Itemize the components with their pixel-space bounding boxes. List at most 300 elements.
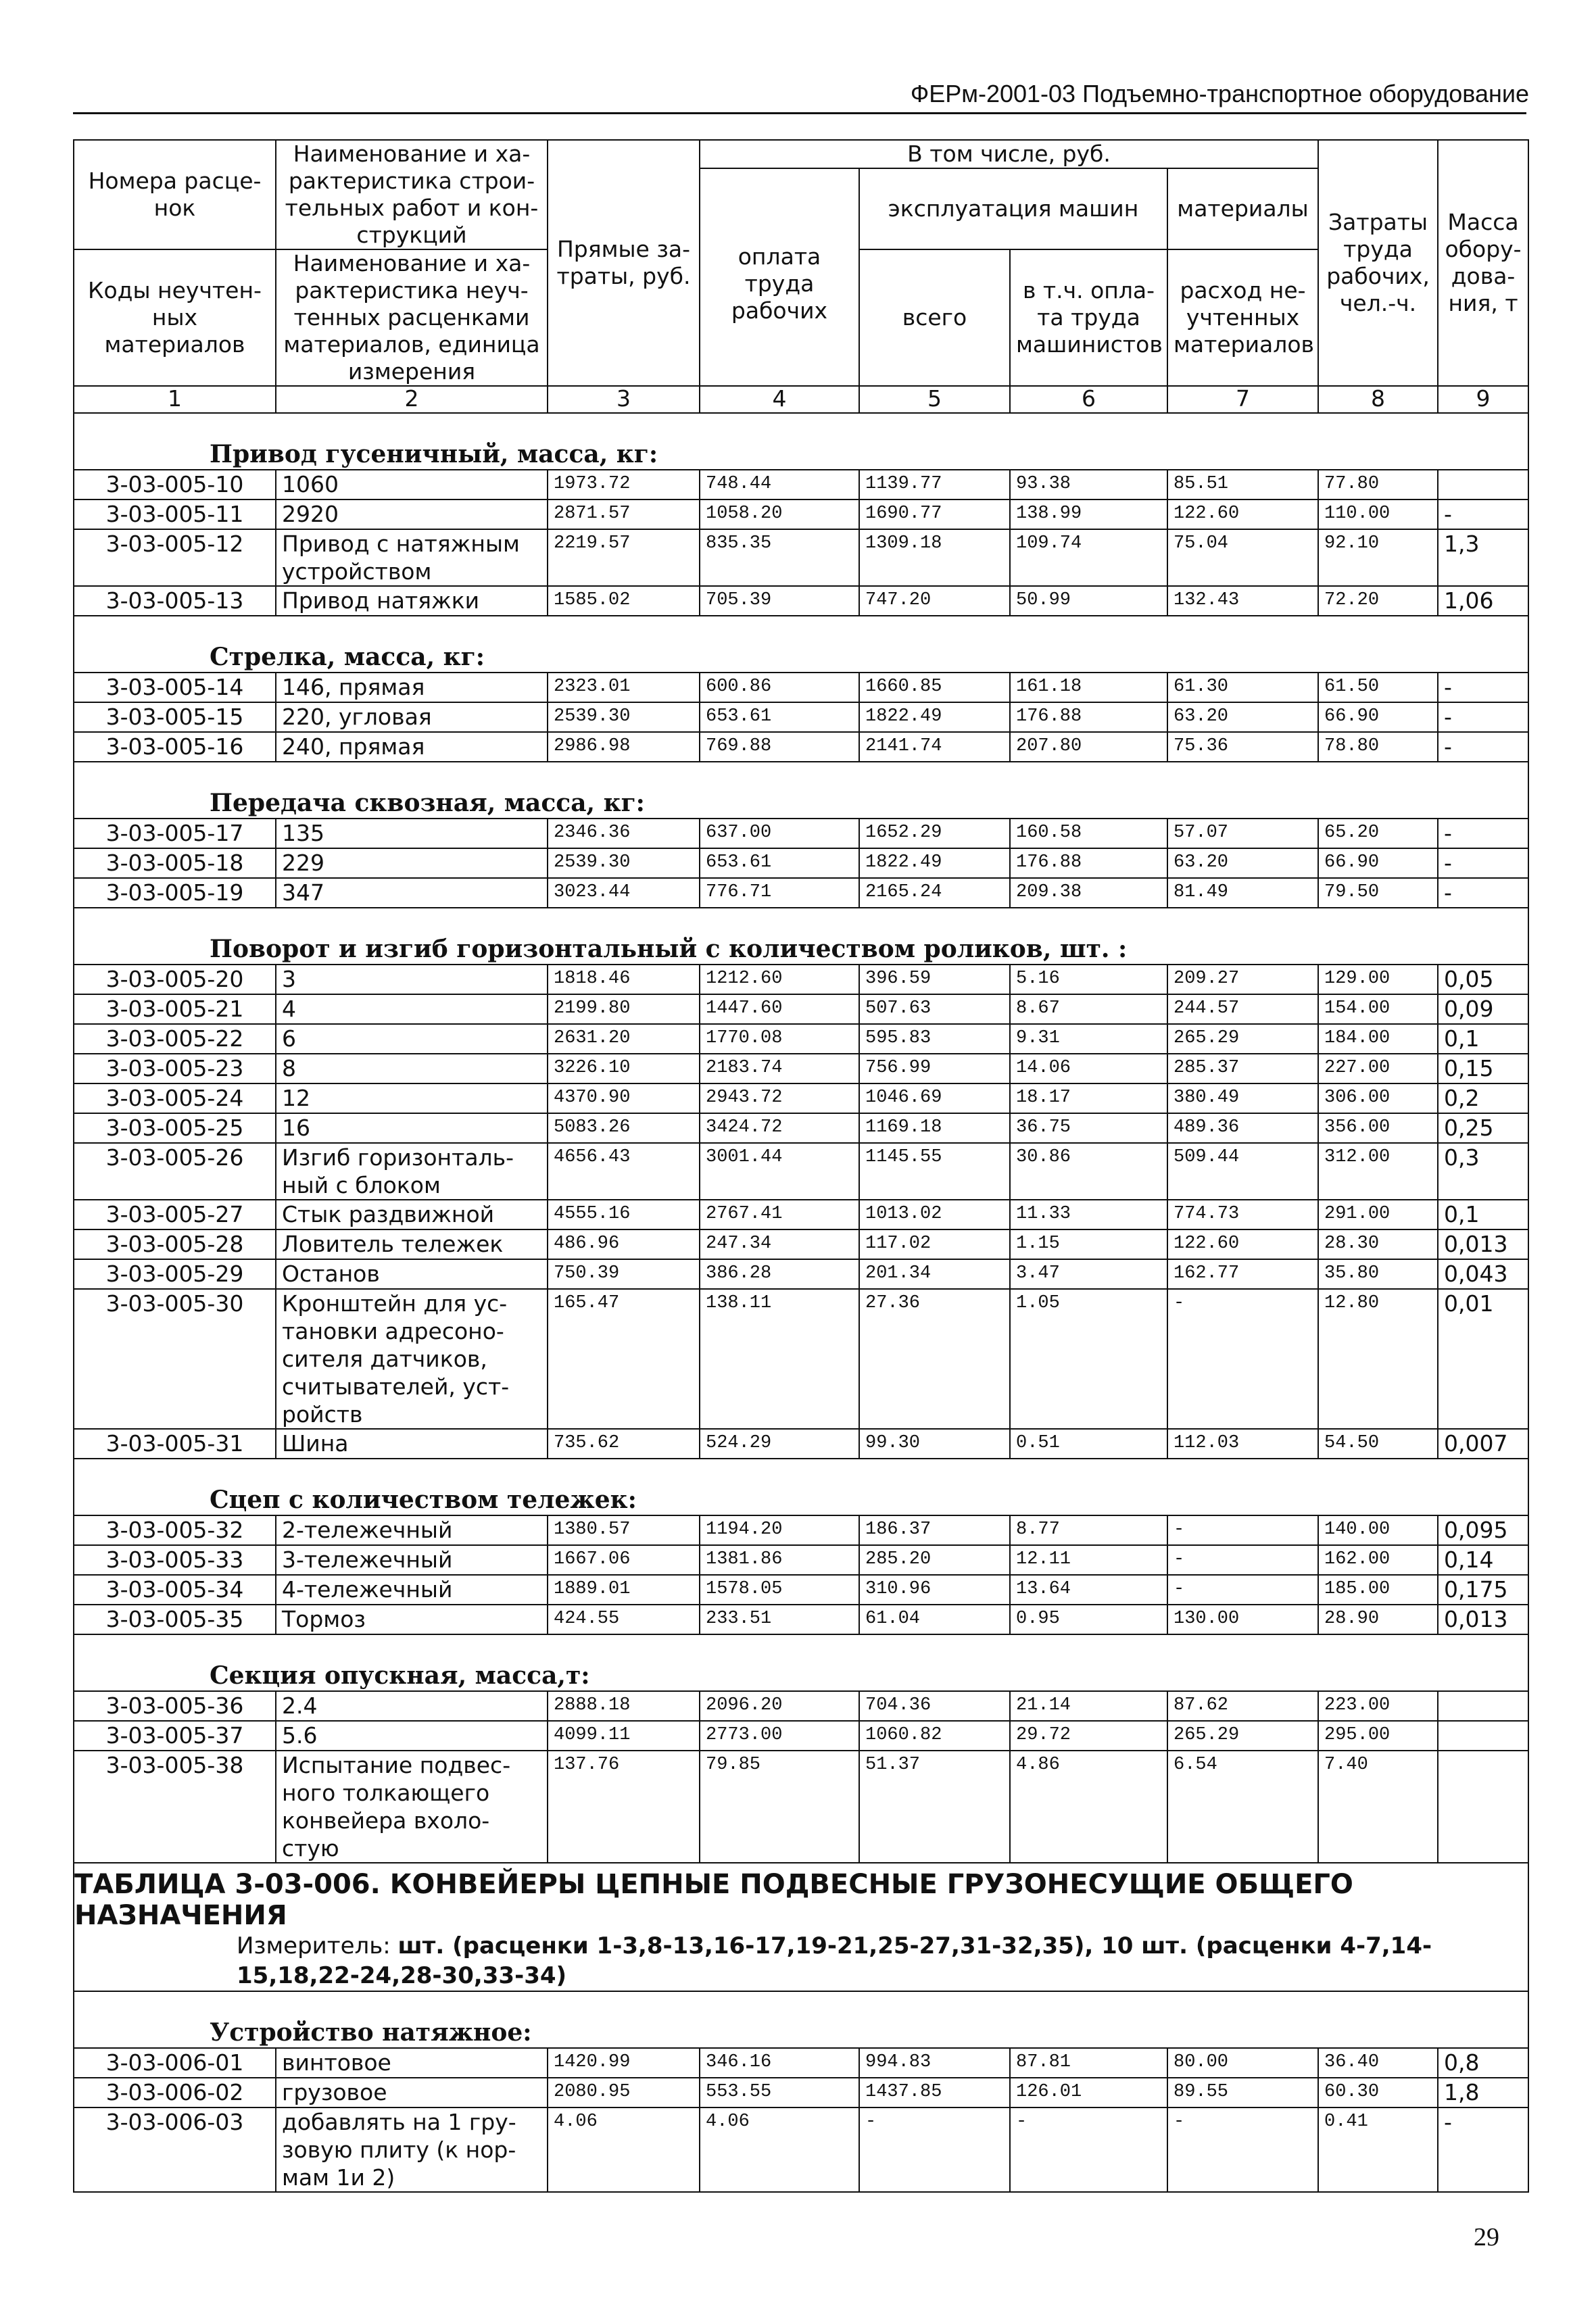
value-mass: 0,3 bbox=[1438, 1143, 1528, 1200]
value-mach: 1139.77 bbox=[859, 470, 1010, 499]
work-name: 6 bbox=[276, 1024, 548, 1054]
value-mach-labor: 9.31 bbox=[1010, 1024, 1167, 1054]
rate-code: 3-03-005-16 bbox=[74, 732, 276, 762]
value-hours: 54.50 bbox=[1318, 1429, 1438, 1459]
value-direct: 2219.57 bbox=[548, 529, 700, 586]
value-hours: 66.90 bbox=[1318, 702, 1438, 732]
section-heading: Привод гусеничный, масса, кг: bbox=[74, 413, 1528, 470]
value-mat: 244.57 bbox=[1167, 994, 1318, 1024]
work-name: винтовое bbox=[276, 2048, 548, 2078]
value-direct: 424.55 bbox=[548, 1605, 700, 1634]
value-mat: 89.55 bbox=[1167, 2078, 1318, 2107]
rate-code: 3-03-006-02 bbox=[74, 2078, 276, 2107]
value-direct: 735.62 bbox=[548, 1429, 700, 1459]
value-mass: - bbox=[1438, 702, 1528, 732]
value-hours: 66.90 bbox=[1318, 848, 1438, 878]
value-labor: 4.06 bbox=[700, 2107, 859, 2192]
value-direct: 4.06 bbox=[548, 2107, 700, 2192]
table-row bbox=[74, 702, 1528, 732]
measurement bbox=[74, 1931, 1528, 1991]
value-mach-labor: 8.67 bbox=[1010, 994, 1167, 1024]
value-hours: 79.50 bbox=[1318, 878, 1438, 908]
page-number: 29 bbox=[1474, 2223, 1499, 2251]
col-number: 2 bbox=[276, 386, 548, 413]
value-mass bbox=[1438, 1721, 1528, 1751]
work-name: 146, прямая bbox=[276, 673, 548, 702]
work-name: 229 bbox=[276, 848, 548, 878]
value-labor: 247.34 bbox=[700, 1229, 859, 1259]
value-mach: 51.37 bbox=[859, 1751, 1010, 1863]
col-head-direct: Прямые за-траты, руб. bbox=[548, 140, 700, 386]
value-direct: 1667.06 bbox=[548, 1545, 700, 1575]
value-mach-labor: 209.38 bbox=[1010, 878, 1167, 908]
value-mat: 75.36 bbox=[1167, 732, 1318, 762]
value-mach: 61.04 bbox=[859, 1605, 1010, 1634]
value-hours: 154.00 bbox=[1318, 994, 1438, 1024]
value-hours: 28.30 bbox=[1318, 1229, 1438, 1259]
value-mach-labor: 18.17 bbox=[1010, 1083, 1167, 1113]
value-mass: 0,175 bbox=[1438, 1575, 1528, 1605]
table-row bbox=[74, 586, 1528, 616]
value-mass: 0,095 bbox=[1438, 1515, 1528, 1545]
value-mat: 380.49 bbox=[1167, 1083, 1318, 1113]
value-mach: 1437.85 bbox=[859, 2078, 1010, 2107]
table-row bbox=[74, 673, 1528, 702]
value-labor: 776.71 bbox=[700, 878, 859, 908]
rate-code: 3-03-005-17 bbox=[74, 819, 276, 848]
value-mach-labor: 0.51 bbox=[1010, 1429, 1167, 1459]
value-mach: 2165.24 bbox=[859, 878, 1010, 908]
work-name: 8 bbox=[276, 1054, 548, 1083]
value-mat: 122.60 bbox=[1167, 1229, 1318, 1259]
value-direct: 2871.57 bbox=[548, 499, 700, 529]
value-mach-labor: 87.81 bbox=[1010, 2048, 1167, 2078]
value-labor: 346.16 bbox=[700, 2048, 859, 2078]
rate-code: 3-03-005-26 bbox=[74, 1143, 276, 1200]
col-number: 6 bbox=[1010, 386, 1167, 413]
rate-code: 3-03-005-28 bbox=[74, 1229, 276, 1259]
section-heading-row bbox=[74, 908, 1528, 965]
value-mass: 0,05 bbox=[1438, 965, 1528, 994]
value-hours: 306.00 bbox=[1318, 1083, 1438, 1113]
work-name: 4-тележечный bbox=[276, 1575, 548, 1605]
value-labor: 1212.60 bbox=[700, 965, 859, 994]
col-head-materials: материалы bbox=[1167, 168, 1318, 249]
table-row bbox=[74, 1229, 1528, 1259]
value-mass bbox=[1438, 470, 1528, 499]
value-hours: 35.80 bbox=[1318, 1259, 1438, 1289]
value-mach-labor: 161.18 bbox=[1010, 673, 1167, 702]
work-name: Шина bbox=[276, 1429, 548, 1459]
value-mat: 63.20 bbox=[1167, 702, 1318, 732]
value-direct: 2080.95 bbox=[548, 2078, 700, 2107]
value-direct: 5083.26 bbox=[548, 1113, 700, 1143]
value-hours: 7.40 bbox=[1318, 1751, 1438, 1863]
rate-code: 3-03-005-10 bbox=[74, 470, 276, 499]
value-mach: 1309.18 bbox=[859, 529, 1010, 586]
section-heading: Поворот и изгиб горизонтальный с количеством роликов, шт. : bbox=[74, 908, 1528, 965]
value-direct: 2631.20 bbox=[548, 1024, 700, 1054]
rate-code: 3-03-005-13 bbox=[74, 586, 276, 616]
work-name: добавлять на 1 гру-зовую плиту (к нор-мам 1и 2) bbox=[276, 2107, 548, 2192]
work-name: Изгиб горизонталь-ный с блоком bbox=[276, 1143, 548, 1200]
value-mach: 99.30 bbox=[859, 1429, 1010, 1459]
rate-code: 3-03-005-14 bbox=[74, 673, 276, 702]
value-direct: 1380.57 bbox=[548, 1515, 700, 1545]
rate-code: 3-03-005-19 bbox=[74, 878, 276, 908]
value-mach-labor: 12.11 bbox=[1010, 1545, 1167, 1575]
value-mat: - bbox=[1167, 1575, 1318, 1605]
value-mass: 1,06 bbox=[1438, 586, 1528, 616]
value-direct: 4370.90 bbox=[548, 1083, 700, 1113]
value-hours: 110.00 bbox=[1318, 499, 1438, 529]
value-hours: 356.00 bbox=[1318, 1113, 1438, 1143]
rate-code: 3-03-005-36 bbox=[74, 1691, 276, 1721]
value-hours: 77.80 bbox=[1318, 470, 1438, 499]
value-direct: 2346.36 bbox=[548, 819, 700, 848]
value-labor: 1381.86 bbox=[700, 1545, 859, 1575]
rate-code: 3-03-005-15 bbox=[74, 702, 276, 732]
value-mach-labor: 176.88 bbox=[1010, 848, 1167, 878]
value-hours: 28.90 bbox=[1318, 1605, 1438, 1634]
value-labor: 2096.20 bbox=[700, 1691, 859, 1721]
rate-code: 3-03-005-25 bbox=[74, 1113, 276, 1143]
value-labor: 1447.60 bbox=[700, 994, 859, 1024]
rate-code: 3-03-005-33 bbox=[74, 1545, 276, 1575]
value-mat: 132.43 bbox=[1167, 586, 1318, 616]
value-mat: 209.27 bbox=[1167, 965, 1318, 994]
value-mach-labor: 11.33 bbox=[1010, 1200, 1167, 1229]
col-number: 5 bbox=[859, 386, 1010, 413]
work-name: 3 bbox=[276, 965, 548, 994]
value-hours: 36.40 bbox=[1318, 2048, 1438, 2078]
rate-code: 3-03-006-03 bbox=[74, 2107, 276, 2192]
measurement-row bbox=[74, 1931, 1528, 1991]
value-mat: - bbox=[1167, 1515, 1318, 1545]
value-mat: 162.77 bbox=[1167, 1259, 1318, 1289]
table-row bbox=[74, 732, 1528, 762]
table-title-row bbox=[74, 1863, 1528, 1931]
value-mass: - bbox=[1438, 499, 1528, 529]
value-mat: 489.36 bbox=[1167, 1113, 1318, 1143]
col-number: 3 bbox=[548, 386, 700, 413]
value-mat: 112.03 bbox=[1167, 1429, 1318, 1459]
value-mach: 1822.49 bbox=[859, 848, 1010, 878]
section-heading: Устройство натяжное: bbox=[74, 1991, 1528, 2048]
work-name: Останов bbox=[276, 1259, 548, 1289]
value-labor: 653.61 bbox=[700, 702, 859, 732]
value-mat: 57.07 bbox=[1167, 819, 1318, 848]
work-name: Тормоз bbox=[276, 1605, 548, 1634]
value-mach-labor: 126.01 bbox=[1010, 2078, 1167, 2107]
value-labor: 1194.20 bbox=[700, 1515, 859, 1545]
work-name: Кронштейн для ус-тановки адресоно-сителя датчиков, считывателей, уст-ройств bbox=[276, 1289, 548, 1429]
value-hours: 291.00 bbox=[1318, 1200, 1438, 1229]
value-mach-labor: 21.14 bbox=[1010, 1691, 1167, 1721]
value-mach: 507.63 bbox=[859, 994, 1010, 1024]
value-hours: 60.30 bbox=[1318, 2078, 1438, 2107]
value-mach: 1145.55 bbox=[859, 1143, 1010, 1200]
value-mach-labor: 50.99 bbox=[1010, 586, 1167, 616]
value-labor: 2773.00 bbox=[700, 1721, 859, 1751]
value-labor: 1578.05 bbox=[700, 1575, 859, 1605]
col-number: 8 bbox=[1318, 386, 1438, 413]
rates-table bbox=[73, 139, 1529, 2193]
value-hours: 61.50 bbox=[1318, 673, 1438, 702]
table-row bbox=[74, 2048, 1528, 2078]
value-hours: 185.00 bbox=[1318, 1575, 1438, 1605]
col-head-materials-name: Наименование и ха-рактеристика неуч-тенных расценками материалов, единица измерения bbox=[276, 249, 548, 386]
value-hours: 162.00 bbox=[1318, 1545, 1438, 1575]
section-heading: Сцеп с количеством тележек: bbox=[74, 1459, 1528, 1515]
value-labor: 79.85 bbox=[700, 1751, 859, 1863]
col-head-mass: Масса обору-дова-ния, т bbox=[1438, 140, 1528, 386]
work-name: Испытание подвес-ного толкающего конвейера вхоло-стую bbox=[276, 1751, 548, 1863]
value-mat: 285.37 bbox=[1167, 1054, 1318, 1083]
section-heading-row bbox=[74, 413, 1528, 470]
rate-code: 3-03-005-12 bbox=[74, 529, 276, 586]
table-row bbox=[74, 2078, 1528, 2107]
work-name: 220, угловая bbox=[276, 702, 548, 732]
value-labor: 769.88 bbox=[700, 732, 859, 762]
value-mass: 0,1 bbox=[1438, 1200, 1528, 1229]
value-mach: 1013.02 bbox=[859, 1200, 1010, 1229]
col-head-labor: оплата труда рабочих bbox=[700, 168, 859, 386]
table-row bbox=[74, 470, 1528, 499]
value-labor: 553.55 bbox=[700, 2078, 859, 2107]
col-number: 9 bbox=[1438, 386, 1528, 413]
value-mach: 595.83 bbox=[859, 1024, 1010, 1054]
value-mach: 1060.82 bbox=[859, 1721, 1010, 1751]
work-name: 347 bbox=[276, 878, 548, 908]
value-mat: 87.62 bbox=[1167, 1691, 1318, 1721]
rate-code: 3-03-005-29 bbox=[74, 1259, 276, 1289]
value-mass: 1,3 bbox=[1438, 529, 1528, 586]
table-row bbox=[74, 1751, 1528, 1863]
value-mach-labor: 14.06 bbox=[1010, 1054, 1167, 1083]
work-name: грузовое bbox=[276, 2078, 548, 2107]
table-row bbox=[74, 994, 1528, 1024]
col-head-codes: Номера расце-нок bbox=[74, 140, 276, 249]
running-header: ФЕРм-2001-03 Подъемно-транспортное оборудование bbox=[910, 80, 1529, 107]
value-mat: 81.49 bbox=[1167, 878, 1318, 908]
col-number: 7 bbox=[1167, 386, 1318, 413]
value-direct: 750.39 bbox=[548, 1259, 700, 1289]
value-mat: 63.20 bbox=[1167, 848, 1318, 878]
value-mass: 0,8 bbox=[1438, 2048, 1528, 2078]
value-direct: 2539.30 bbox=[548, 702, 700, 732]
table-row bbox=[74, 1605, 1528, 1634]
value-mach-labor: 4.86 bbox=[1010, 1751, 1167, 1863]
section-heading-row bbox=[74, 1459, 1528, 1515]
value-mat: 122.60 bbox=[1167, 499, 1318, 529]
value-mat: 265.29 bbox=[1167, 1721, 1318, 1751]
value-mach-labor: 207.80 bbox=[1010, 732, 1167, 762]
value-mach-labor: 160.58 bbox=[1010, 819, 1167, 848]
value-hours: 312.00 bbox=[1318, 1143, 1438, 1200]
value-direct: 4099.11 bbox=[548, 1721, 700, 1751]
value-direct: 2888.18 bbox=[548, 1691, 700, 1721]
header-rule bbox=[73, 112, 1526, 114]
value-mat: 509.44 bbox=[1167, 1143, 1318, 1200]
value-mach-labor: - bbox=[1010, 2107, 1167, 2192]
rate-code: 3-03-005-23 bbox=[74, 1054, 276, 1083]
work-name: Ловитель тележек bbox=[276, 1229, 548, 1259]
value-mass bbox=[1438, 1691, 1528, 1721]
value-mass: 0,09 bbox=[1438, 994, 1528, 1024]
table-row bbox=[74, 1545, 1528, 1575]
value-mass: 0,013 bbox=[1438, 1605, 1528, 1634]
value-mach: - bbox=[859, 2107, 1010, 2192]
value-mach-labor: 176.88 bbox=[1010, 702, 1167, 732]
work-name: 3-тележечный bbox=[276, 1545, 548, 1575]
value-mach: 396.59 bbox=[859, 965, 1010, 994]
table-row bbox=[74, 848, 1528, 878]
value-labor: 2183.74 bbox=[700, 1054, 859, 1083]
work-name: 135 bbox=[276, 819, 548, 848]
work-name: Привод с натяжным устройством bbox=[276, 529, 548, 586]
value-mach: 994.83 bbox=[859, 2048, 1010, 2078]
section-heading: Передача сквозная, масса, кг: bbox=[74, 762, 1528, 819]
value-mat: 61.30 bbox=[1167, 673, 1318, 702]
value-labor: 138.11 bbox=[700, 1289, 859, 1429]
value-mach: 117.02 bbox=[859, 1229, 1010, 1259]
rate-code: 3-03-005-31 bbox=[74, 1429, 276, 1459]
work-name: 1060 bbox=[276, 470, 548, 499]
value-direct: 2539.30 bbox=[548, 848, 700, 878]
value-mass: 0,013 bbox=[1438, 1229, 1528, 1259]
value-hours: 78.80 bbox=[1318, 732, 1438, 762]
work-name: 2-тележечный bbox=[276, 1515, 548, 1545]
table-row bbox=[74, 819, 1528, 848]
value-mass: - bbox=[1438, 848, 1528, 878]
col-head-material-codes: Коды неучтен-ных материалов bbox=[74, 249, 276, 386]
rate-code: 3-03-005-24 bbox=[74, 1083, 276, 1113]
table-row bbox=[74, 1429, 1528, 1459]
value-direct: 486.96 bbox=[548, 1229, 700, 1259]
value-labor: 233.51 bbox=[700, 1605, 859, 1634]
value-mach-labor: 109.74 bbox=[1010, 529, 1167, 586]
value-mass: 0,14 bbox=[1438, 1545, 1528, 1575]
table-row bbox=[74, 1515, 1528, 1545]
value-mach: 2141.74 bbox=[859, 732, 1010, 762]
value-hours: 129.00 bbox=[1318, 965, 1438, 994]
value-direct: 3023.44 bbox=[548, 878, 700, 908]
value-mach: 1652.29 bbox=[859, 819, 1010, 848]
table-row bbox=[74, 1200, 1528, 1229]
value-labor: 653.61 bbox=[700, 848, 859, 878]
table-row bbox=[74, 1289, 1528, 1429]
value-mach: 27.36 bbox=[859, 1289, 1010, 1429]
work-name: 2.4 bbox=[276, 1691, 548, 1721]
table-row bbox=[74, 1575, 1528, 1605]
value-mass: 0,007 bbox=[1438, 1429, 1528, 1459]
value-mat: - bbox=[1167, 2107, 1318, 2192]
value-hours: 12.80 bbox=[1318, 1289, 1438, 1429]
value-hours: 140.00 bbox=[1318, 1515, 1438, 1545]
value-hours: 295.00 bbox=[1318, 1721, 1438, 1751]
value-mass: - bbox=[1438, 2107, 1528, 2192]
col-head-including: В том числе, руб. bbox=[700, 140, 1318, 168]
col-head-operator-wages: в т.ч. опла-та труда машинистов bbox=[1010, 249, 1167, 386]
value-mach-labor: 3.47 bbox=[1010, 1259, 1167, 1289]
value-direct: 165.47 bbox=[548, 1289, 700, 1429]
value-mat: 774.73 bbox=[1167, 1200, 1318, 1229]
value-mach: 1690.77 bbox=[859, 499, 1010, 529]
value-mass: - bbox=[1438, 732, 1528, 762]
value-mat: 6.54 bbox=[1167, 1751, 1318, 1863]
value-hours: 184.00 bbox=[1318, 1024, 1438, 1054]
col-head-machines-total: всего bbox=[859, 249, 1010, 386]
value-labor: 2767.41 bbox=[700, 1200, 859, 1229]
rate-code: 3-03-005-20 bbox=[74, 965, 276, 994]
value-direct: 4656.43 bbox=[548, 1143, 700, 1200]
value-mat: 80.00 bbox=[1167, 2048, 1318, 2078]
value-mach: 1822.49 bbox=[859, 702, 1010, 732]
table-row bbox=[74, 529, 1528, 586]
value-mach-labor: 1.15 bbox=[1010, 1229, 1167, 1259]
section-heading-row bbox=[74, 1991, 1528, 2048]
value-hours: 72.20 bbox=[1318, 586, 1438, 616]
value-hours: 65.20 bbox=[1318, 819, 1438, 848]
value-mass: 1,8 bbox=[1438, 2078, 1528, 2107]
value-mat: 130.00 bbox=[1167, 1605, 1318, 1634]
value-hours: 223.00 bbox=[1318, 1691, 1438, 1721]
rate-code: 3-03-005-32 bbox=[74, 1515, 276, 1545]
value-mass: 0,1 bbox=[1438, 1024, 1528, 1054]
work-name: 4 bbox=[276, 994, 548, 1024]
value-mach: 201.34 bbox=[859, 1259, 1010, 1289]
value-hours: 0.41 bbox=[1318, 2107, 1438, 2192]
table-row bbox=[74, 1054, 1528, 1083]
work-name: 12 bbox=[276, 1083, 548, 1113]
value-labor: 524.29 bbox=[700, 1429, 859, 1459]
value-mass: 0,01 bbox=[1438, 1289, 1528, 1429]
value-labor: 386.28 bbox=[700, 1259, 859, 1289]
value-direct: 1585.02 bbox=[548, 586, 700, 616]
value-mach: 1046.69 bbox=[859, 1083, 1010, 1113]
work-name: 16 bbox=[276, 1113, 548, 1143]
value-mach-labor: 30.86 bbox=[1010, 1143, 1167, 1200]
value-mach-labor: 0.95 bbox=[1010, 1605, 1167, 1634]
value-mach-labor: 138.99 bbox=[1010, 499, 1167, 529]
value-mach: 704.36 bbox=[859, 1691, 1010, 1721]
col-head-machines: эксплуатация машин bbox=[859, 168, 1167, 249]
value-mat: - bbox=[1167, 1545, 1318, 1575]
value-mach-labor: 5.16 bbox=[1010, 965, 1167, 994]
value-mat: - bbox=[1167, 1289, 1318, 1429]
table-row bbox=[74, 1113, 1528, 1143]
value-mach-labor: 93.38 bbox=[1010, 470, 1167, 499]
value-labor: 3424.72 bbox=[700, 1113, 859, 1143]
table-row bbox=[74, 1691, 1528, 1721]
value-labor: 1770.08 bbox=[700, 1024, 859, 1054]
value-mach: 747.20 bbox=[859, 586, 1010, 616]
value-labor: 835.35 bbox=[700, 529, 859, 586]
rate-code: 3-03-005-18 bbox=[74, 848, 276, 878]
col-head-works: Наименование и ха-рактеристика строи-тельных работ и кон-струкций bbox=[276, 140, 548, 249]
rate-code: 3-03-005-37 bbox=[74, 1721, 276, 1751]
work-name: Стык раздвижной bbox=[276, 1200, 548, 1229]
table-row bbox=[74, 1083, 1528, 1113]
rate-code: 3-03-005-27 bbox=[74, 1200, 276, 1229]
value-mach: 310.96 bbox=[859, 1575, 1010, 1605]
value-direct: 2323.01 bbox=[548, 673, 700, 702]
value-mach: 285.20 bbox=[859, 1545, 1010, 1575]
table-row bbox=[74, 2107, 1528, 2192]
value-mass: - bbox=[1438, 673, 1528, 702]
work-name: 2920 bbox=[276, 499, 548, 529]
